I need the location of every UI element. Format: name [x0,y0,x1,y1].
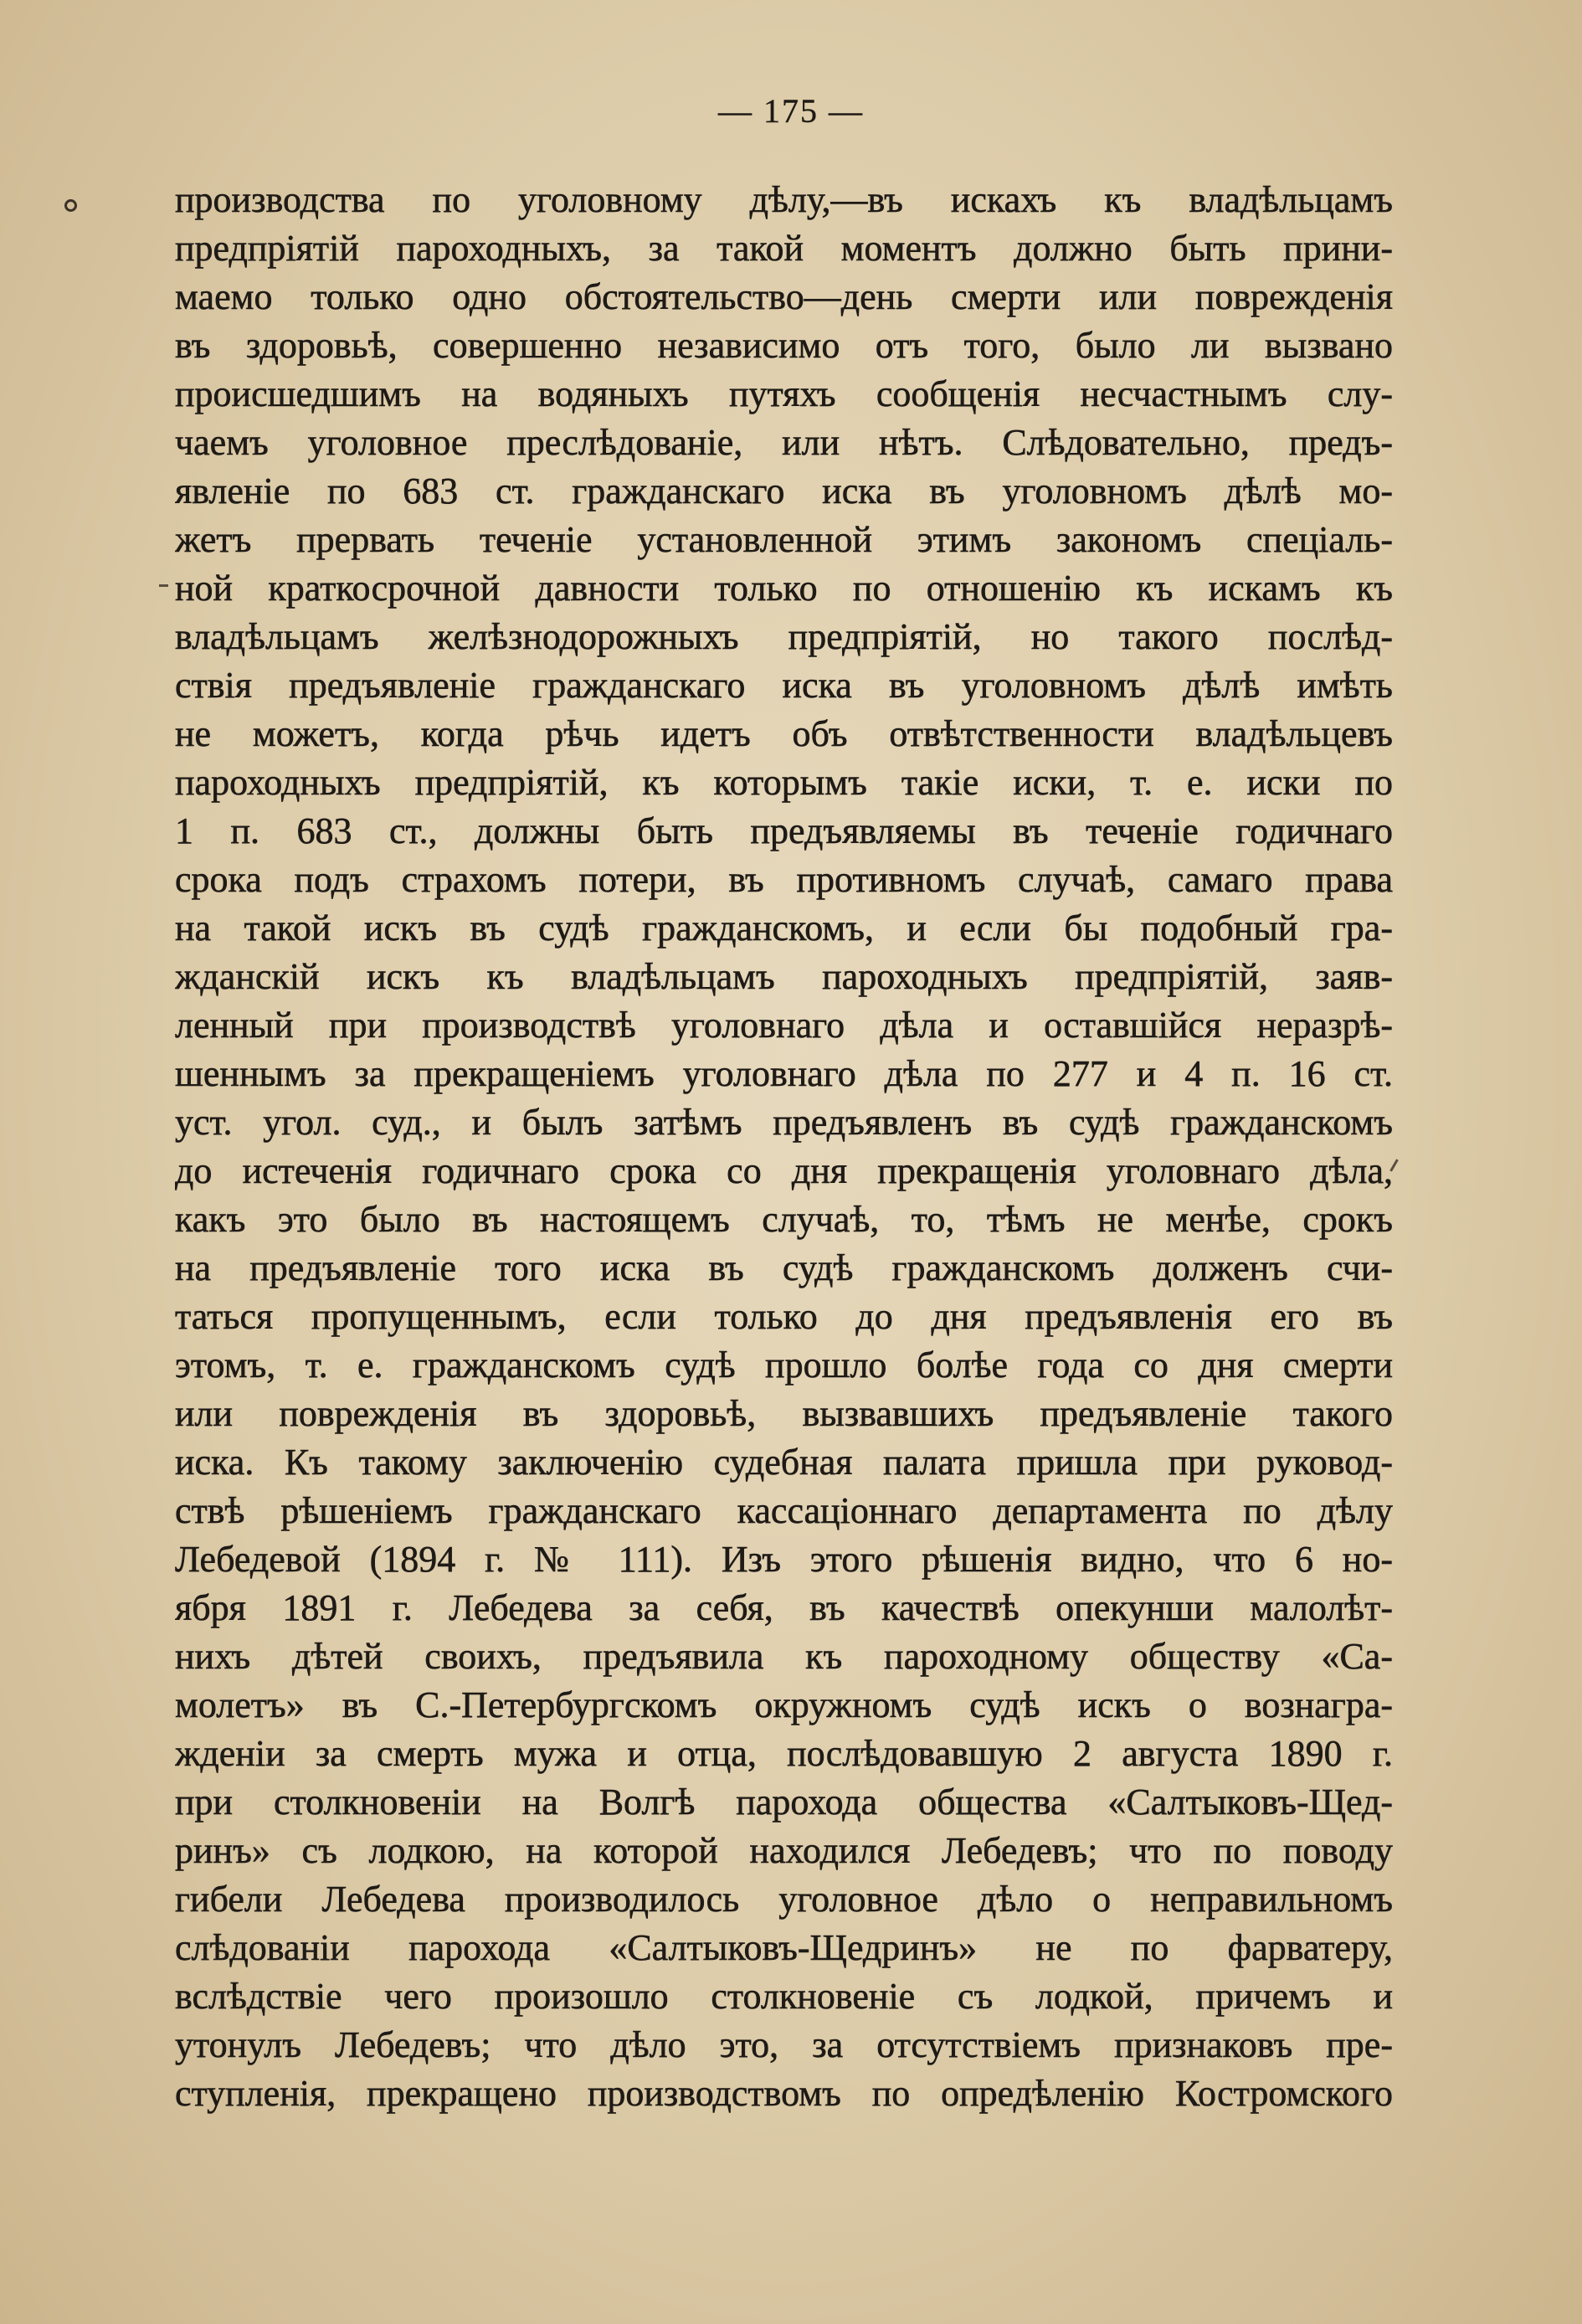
text-line: жданскій искъ къ владѣльцамъ пароходныхъ предпріятій, заяв- [175,956,1393,997]
text-line: на такой искъ въ судѣ гражданскомъ, и если бы подобный гра- [175,907,1393,949]
text-line: ствѣ рѣшеніемъ гражданскаго кассаціоннаго департамента по дѣлу [175,1490,1393,1531]
text-line: происшедшимъ на водяныхъ путяхъ сообщенія несчастнымъ слу- [175,373,1393,414]
text-line: уст. угол. суд., и былъ затѣмъ предъявленъ въ судѣ гражданскомъ [175,1102,1393,1143]
text-line: гибели Лебедева производилось уголовное дѣло о неправильномъ [175,1879,1393,1920]
text-line: утонулъ Лебедевъ; что дѣло это, за отсутствіемъ признаковъ пре- [175,2024,1393,2065]
body-text [175,176,1393,2118]
text-line: до истеченія годичнаго срока со дня прекращенія уголовнаго дѣла, [175,1150,1393,1191]
text-line: жденіи за смерть мужа и отца, послѣдовавшую 2 августа 1890 г. [175,1733,1393,1774]
text-line: срока подъ страхомъ потери, въ противномъ случаѣ, самаго права [175,859,1393,900]
text-line: слѣдованіи парохода «Салтыковъ-Щедринъ» не по фарватеру, [175,1927,1393,1968]
text-line: пароходныхъ предпріятій, къ которымъ такіе иски, т. е. иски по [175,762,1393,803]
text-line: жетъ прервать теченіе установленной этимъ закономъ спеціаль- [175,519,1393,560]
text-line: явленіе по 683 ст. гражданскаго иска въ уголовномъ дѣлѣ мо- [175,470,1393,512]
text-line: какъ это было въ настоящемъ случаѣ, то, тѣмъ не менѣе, срокъ [175,1199,1393,1240]
text-line: шеннымъ за прекращеніемъ уголовнаго дѣла по 277 и 4 п. 16 ст. [175,1053,1393,1094]
text-line: Лебедевой (1894 г. № 111). Изъ этого рѣшенія видно, что 6 но- [175,1539,1393,1580]
text-line: предпріятій пароходныхъ, за такой моментъ должно быть прини- [175,228,1393,269]
margin-dash-mark [159,584,168,587]
text-line: производства по уголовному дѣлу,—въ искахъ къ владѣльцамъ [175,179,1393,220]
text-line: на предъявленіе того иска въ судѣ гражданскомъ долженъ счи- [175,1247,1393,1288]
text-line: вслѣдствіе чего произошло столкновеніе съ лодкой, причемъ и [175,1976,1393,2017]
text-line: чаемъ уголовное преслѣдованіе, или нѣтъ. Слѣдовательно, предъ- [175,422,1393,463]
text-line: въ здоровьѣ, совершенно независимо отъ того, было ли вызвано [175,325,1393,366]
text-line: ринъ» съ лодкою, на которой находился Лебедевъ; что по поводу [175,1830,1393,1871]
text-line: или поврежденія въ здоровьѣ, вызвавшихъ предъявленіе такого [175,1393,1393,1434]
text-line: 1 п. 683 ст., должны быть предъявляемы въ теченіе годичнаго [175,810,1393,851]
text-line: не можетъ, когда рѣчь идетъ объ отвѣтственности владѣльцевъ [175,713,1393,754]
text-line: этомъ, т. е. гражданскомъ судѣ прошло болѣе года со дня смерти [175,1345,1393,1386]
text-line: ствія предъявленіе гражданскаго иска въ уголовномъ дѣлѣ имѣть [175,665,1393,706]
text-line: нихъ дѣтей своихъ, предъявила къ пароходному обществу «Са- [175,1636,1393,1677]
text-line: ленный при производствѣ уголовнаго дѣла и оставшійся неразрѣ- [175,1005,1393,1046]
page-number: — 175 — [718,92,864,130]
text-line: ступленія, прекращено производствомъ по опредѣленію Костромского [175,2073,1393,2114]
text-line: маемо только одно обстоятельство—день смерти или поврежденія [175,276,1393,317]
margin-dot-mark [64,199,77,212]
text-line: владѣльцамъ желѣзнодорожныхъ предпріятій, но такого послѣд- [175,616,1393,657]
text-line: таться пропущеннымъ, если только до дня предъявленія его въ [175,1296,1393,1337]
text-line: при столкновеніи на Волгѣ парохода общества «Салтыковъ-Щед- [175,1782,1393,1823]
text-line: ября 1891 г. Лебедева за себя, въ качествѣ опекунши малолѣт- [175,1587,1393,1628]
text-line: иска. Къ такому заключенію судебная палата пришла при руковод- [175,1442,1393,1483]
text-line: ной краткосрочной давности только по отношенію къ искамъ къ [175,568,1393,609]
text-line: молетъ» въ С.-Петербургскомъ окружномъ судѣ искъ о вознагра- [175,1684,1393,1725]
